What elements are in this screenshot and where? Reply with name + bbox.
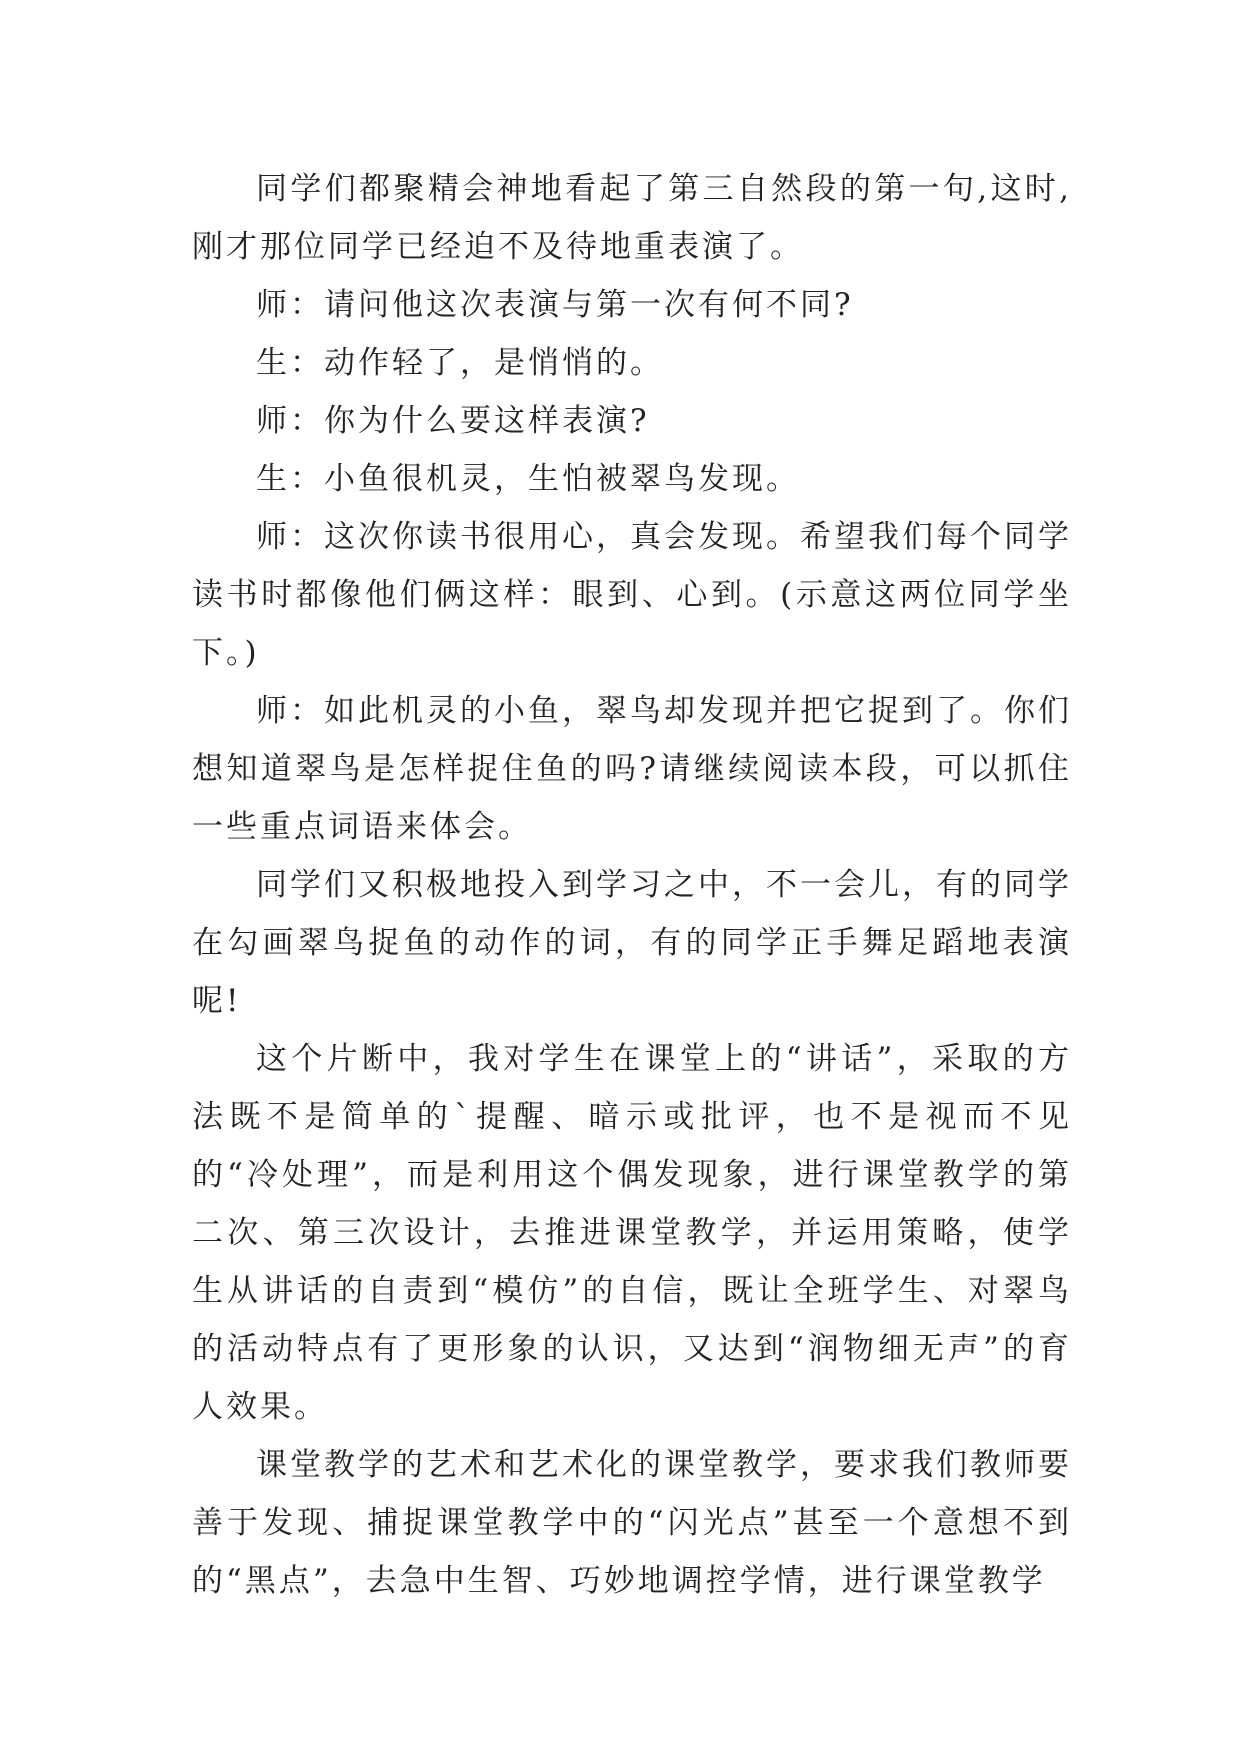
paragraph-2: 师：请问他这次表演与第一次有何不同? [256,287,854,323]
paragraph-6: 师：这次你读书很用心，真会发现。希望我们每个同学读书时都像他们俩这样：眼到、心到。(示意这两位同学坐下。) [192,519,1072,671]
paragraph-3: 生：动作轻了，是悄悄的。 [256,345,664,381]
paragraph-5: 生：小鱼很机灵，生怕被翠鸟发现。 [256,461,800,497]
document-body [192,160,1072,1610]
paragraph-4: 师：你为什么要这样表演? [256,403,650,439]
paragraph-7: 师：如此机灵的小鱼，翠鸟却发现并把它捉到了。你们想知道翠鸟是怎样捉住鱼的吗?请继续阅读本段，可以抓住一些重点词语来体会。 [192,693,1072,845]
paragraph-10: 课堂教学的艺术和艺术化的课堂教学，要求我们教师要善于发现、捕捉课堂教学中的“闪光点”甚至一个意想不到的“黑点”，去急中生智、巧妙地调控学情，进行课堂教学 [192,1447,1072,1599]
paragraph-8: 同学们又积极地投入到学习之中，不一会儿，有的同学在勾画翠鸟捉鱼的动作的词，有的同学正手舞足蹈地表演呢! [192,867,1072,1019]
paragraph-9: 这个片断中，我对学生在课堂上的“讲话”，采取的方法既不是简单的`提醒、暗示或批评，也不是视而不见的“冷处理”，而是利用这个偶发现象，进行课堂教学的第二次、第三次设计，去推进课堂教学，并运用策略，使学生从讲话的自责到“模仿”的自信，既让全班学生、对翠鸟的活动特点有了更形象的认识，又达到“润物细无声”的育人效果。 [192,1041,1072,1425]
paragraph-1: 同学们都聚精会神地看起了第三自然段的第一句,这时,刚才那位同学已经迫不及待地重表演了。 [192,171,1072,265]
